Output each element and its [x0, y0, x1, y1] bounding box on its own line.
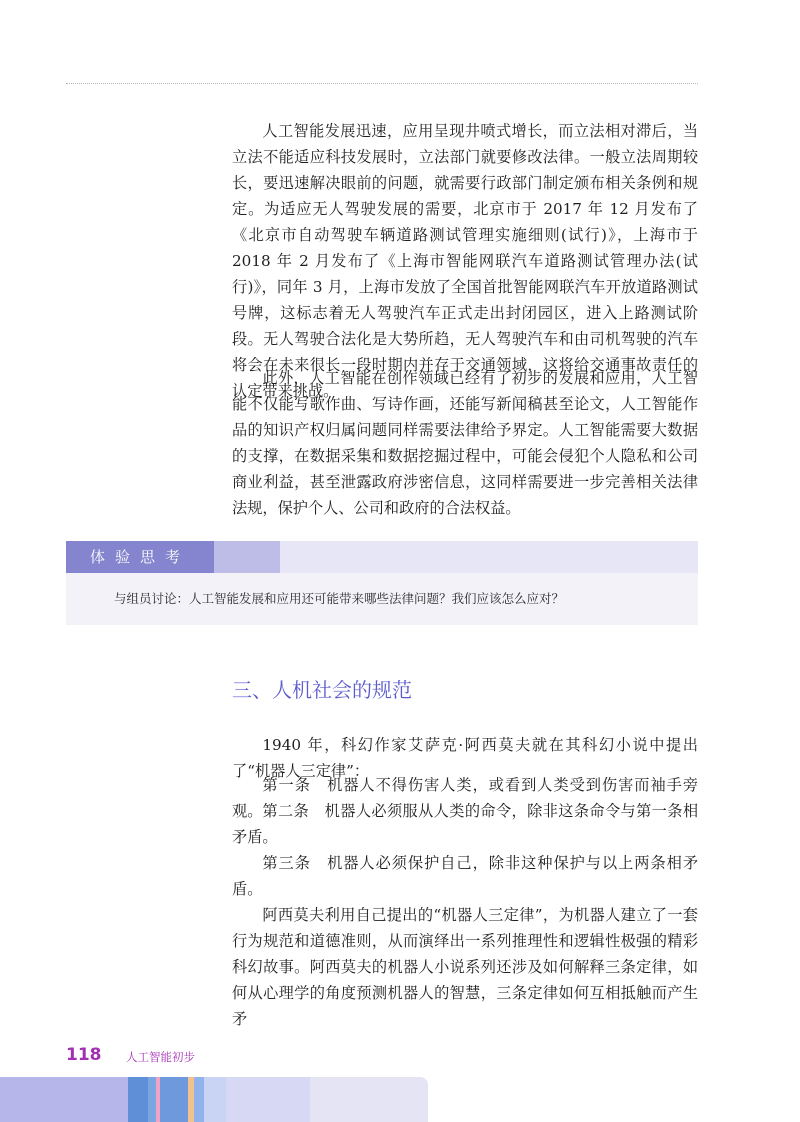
header-rule [66, 83, 698, 84]
section-title: 三、人机社会的规范 [232, 678, 412, 702]
footer-stripe [148, 1077, 156, 1122]
footer-stripe [226, 1077, 310, 1122]
footer-stripe [204, 1077, 226, 1122]
body-paragraph-2: 此外，人工智能在创作领域已经有了初步的发展和应用，人工智能不仅能写歌作曲、写诗作画，还能写新闻稿甚至论文，人工智能作品的知识产权归属问题同样需要法律给予界定。人工智能需要大数据的支撑，在数据采集和数据挖掘过程中，可能会侵犯个人隐私和公司商业利益，甚至泄露政府涉密信息，这同样需要进一步完善相关法律法规，保护个人、公司和政府的合法权益。 [232, 369, 698, 517]
law-1: 第一条 机器人不得伤害人类，或看到人类受到伤害而袖手旁观。 [232, 776, 698, 820]
experience-box-label: 体验思考 [66, 541, 214, 573]
footer-stripe [194, 1077, 204, 1122]
book-title: 人工智能初步 [126, 1050, 195, 1064]
footer-stripe [310, 1077, 428, 1122]
law-2: 第二条 机器人必须服从人类的命令，除非这条命令与第一条相矛盾。 [232, 802, 698, 846]
footer-stripe [160, 1077, 188, 1122]
footer-stripe [128, 1077, 148, 1122]
experience-box-accent-strip [214, 541, 280, 573]
footer-decoration [0, 1077, 428, 1122]
body-paragraph-1: 人工智能发展迅速，应用呈现井喷式增长，而立法相对滞后，当立法不能适应科技发展时，立法部门就要修改法律。一般立法周期较长，要迅速解决眼前的问题，就需要行政部门制定颁布相关条例和规定。为适应无人驾驶发展的需要，北京市于 2017 年 12 月发布了《北京市自动驾驶车辆道路测试管理实施细则(试行)》，上海市于 2018 年 2 月发布了《上海市智能网联汽车道路测试管理办法(试行)》，同年 3 月，上海市发放了全国首批智能网联汽车开放道路测试号牌，这标志着无人驾驶汽车正式走出封闭园区，进入上路测试阶段。无人驾驶合法化是大势所趋，无人驾驶汽车和由司机驾驶的汽车将会在未来很长一段时期内并存于交通领域，这将给交通事故责任的认定带来挑战。 [232, 122, 698, 400]
section-intro: 1940 年，科幻作家艾萨克·阿西莫夫就在其科幻小说中提出了“机器人三定律”： [232, 736, 698, 780]
law-3: 第三条 机器人必须保护自己，除非这种保护与以上两条相矛盾。 [232, 854, 698, 898]
experience-box-header [66, 541, 698, 573]
footer-stripe [0, 1077, 128, 1122]
page-number: 118 [66, 1045, 102, 1065]
section-closing-paragraph: 阿西莫夫利用自己提出的“机器人三定律”，为机器人建立了一套行为规范和道德准则，从而演绎出一系列推理性和逻辑性极强的精彩科幻故事。阿西莫夫的机器人小说系列还涉及如何解释三条定律，如何从心理学的角度预测机器人的智慧，三条定律如何互相抵触而产生矛 [232, 906, 698, 1028]
experience-question: 与组员讨论：人工智能发展和应用还可能带来哪些法律问题？我们应该怎么应对？ [114, 591, 565, 606]
experience-box-body [66, 573, 698, 625]
